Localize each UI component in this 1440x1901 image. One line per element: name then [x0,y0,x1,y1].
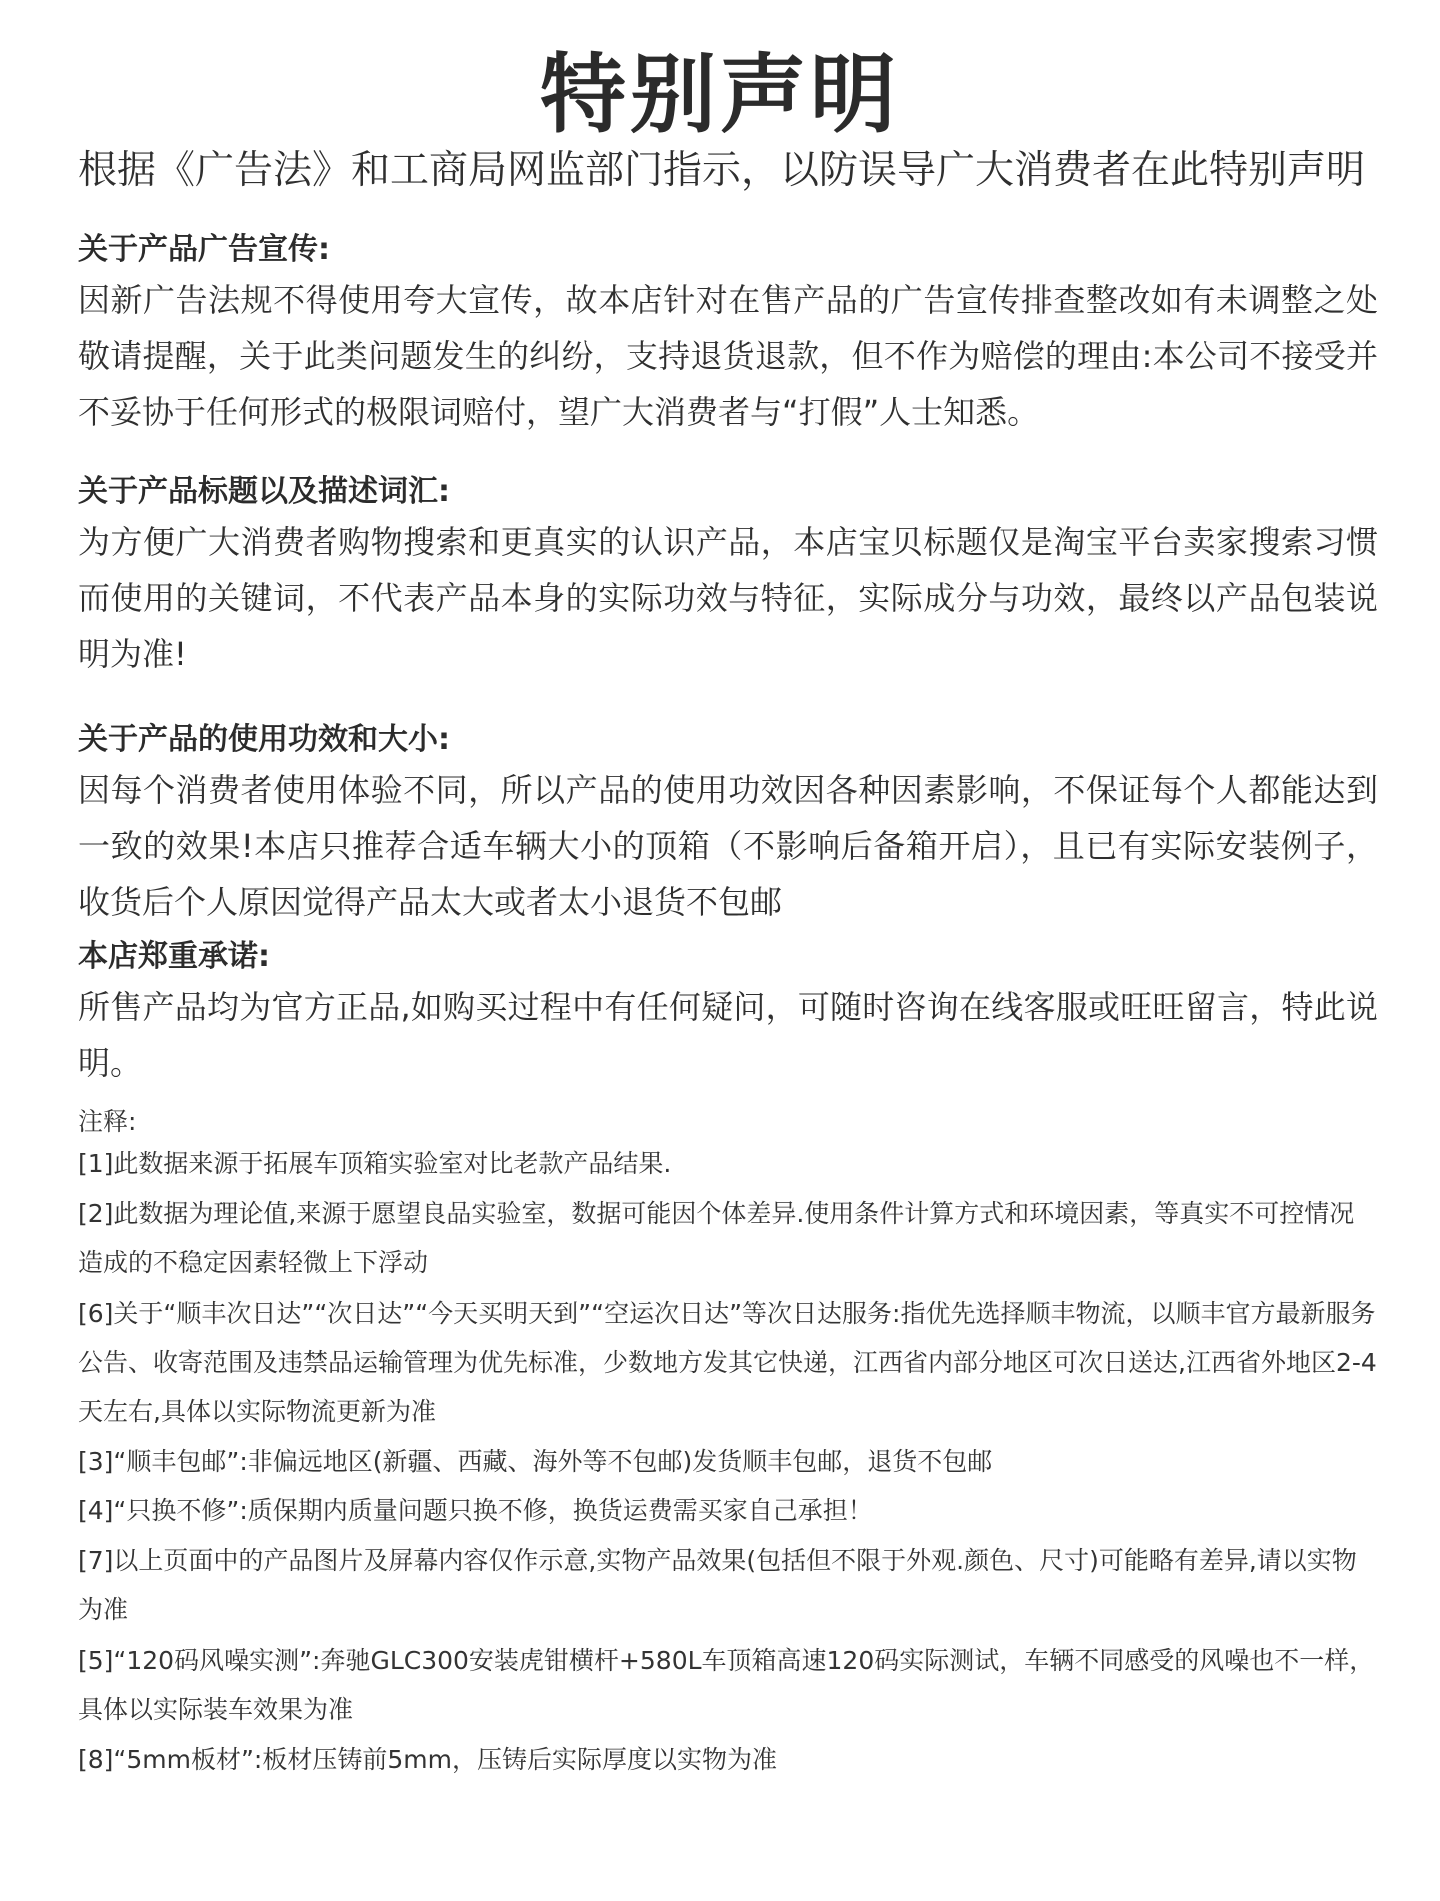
section-heading: 关于产品广告宣传: [78,232,330,267]
section-heading: 关于产品标题以及描述词汇: [78,474,450,509]
notes-label: 注释: [78,1107,137,1136]
section-advertising [78,228,1378,440]
note-item: [5]“120码风噪实测”:奔驰GLC300安装虎钳横杆+580L车顶箱高速120码实际测试，车辆不同感受的风噪也不一样，具体以实际装车效果为准 [78,1646,1375,1724]
note-item: [8]“5mm板材”:板材压铸前5mm，压铸后实际厚度以实物为准 [78,1745,777,1774]
section-heading: 本店郑重承诺: [78,939,270,974]
notes-block [78,1104,1378,1785]
section-body: 因新广告法规不得使用夸大宣传，故本店针对在售产品的广告宣传排查整改如有未调整之处敬请提醒，关于此类问题发生的纠纷，支持退货退款，但不作为赔偿的理由:本公司不接受并不妥协于任何形式的极限词赔付，望广大消费者与“打假”人士知悉。 [78,281,1378,431]
note-item: [3]“顺丰包邮”:非偏远地区(新疆、西藏、海外等不包邮)发货顺丰包邮，退货不包邮 [78,1447,993,1476]
note-item: [4]“只换不修”:质保期内质量问题只换不修，换货运费需买家自己承担！ [78,1496,873,1525]
page-subtitle: 根据《广告法》和工商局网监部门指示，以防误导广大消费者在此特别声明 [78,148,1366,193]
section-product-effect [78,718,1378,930]
page-title: 特别声明 [540,45,900,145]
section-body: 为方便广大消费者购物搜索和更真实的认识产品，本店宝贝标题仅是淘宝平台卖家搜索习惯而使用的关键词，不代表产品本身的实际功效与特征，实际成分与功效，最终以产品包装说明为准! [78,523,1378,673]
note-item: [1]此数据来源于拓展车顶箱实验室对比老款产品结果. [78,1149,672,1178]
note-item: [2]此数据为理论值,来源于愿望良品实验室，数据可能因个体差异.使用条件计算方式和环境因素，等真实不可控情况造成的不稳定因素轻微上下浮动 [78,1199,1355,1277]
section-body: 所售产品均为官方正品,如购买过程中有任何疑问，可随时咨询在线客服或旺旺留言，特此说明。 [78,988,1378,1082]
section-body: 因每个消费者使用体验不同，所以产品的使用功效因各种因素影响，不保证每个人都能达到一致的效果!本店只推荐合适车辆大小的顶箱（不影响后备箱开启），且已有实际安装例子，收货后个人原因觉得产品太大或者太小退货不包邮 [78,771,1378,921]
note-item: [7]以上页面中的产品图片及屏幕内容仅作示意,实物产品效果(包括但不限于外观.颜色、尺寸)可能略有差异,请以实物为准 [78,1546,1357,1624]
section-store-promise [78,935,1378,1091]
section-product-title [78,470,1378,682]
section-heading: 关于产品的使用功效和大小: [78,722,450,757]
note-item: [6]关于“顺丰次日达”“次日达”“今天买明天到”“空运次日达”等次日达服务:指优先选择顺丰物流，以顺丰官方最新服务公告、收寄范围及违禁品运输管理为优先标准，少数地方发其它快递，江西省内部分地区可次日送达,江西省外地区2-4天左右,具体以实际物流更新为准 [78,1299,1377,1426]
